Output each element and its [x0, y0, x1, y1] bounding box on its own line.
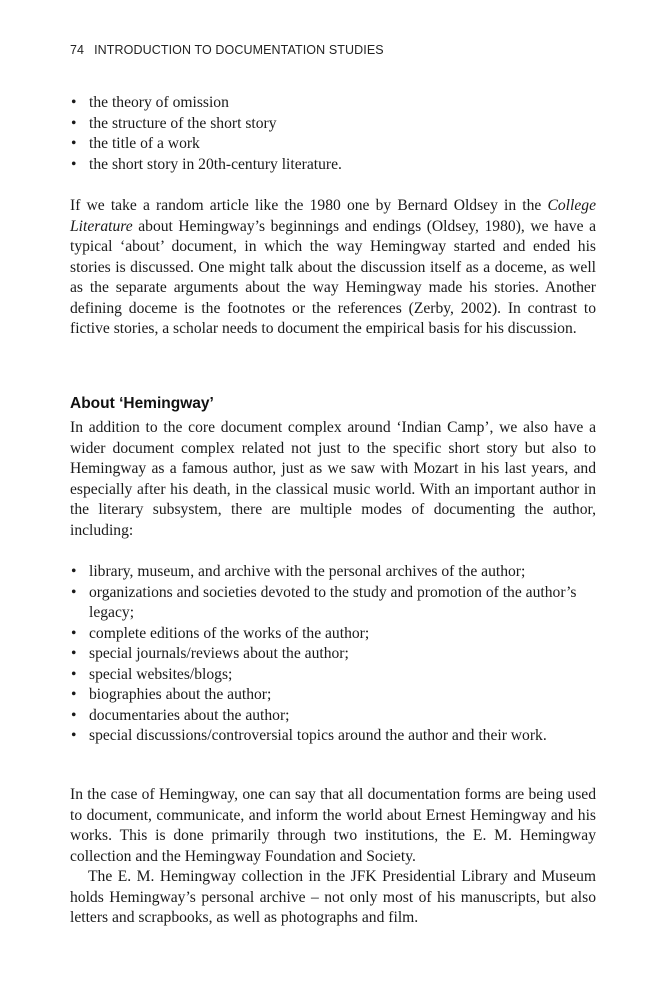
paragraph-text: The E. M. Hemingway collection in the JFK Presidential Library and Museum holds Hemingway’s personal archive – not only most of his manuscripts, but also letters and scrapbooks, as well as photographs and film. — [70, 868, 596, 926]
paragraph-text: about Hemingway’s beginnings and endings (Oldsey, 1980), we have a typical ‘about’ document, in which the way Hemingway started and ended his stories is discussed. One might talk about the discussion itself as a doceme, as well as the separate arguments about the way Hemingway made his stories. Another defining doceme is the footnotes or the references (Zerby, 2002). In contrast to fictive stories, a scholar needs to document the empirical basis for his discussion. — [70, 217, 596, 337]
list-item: • documentaries about the author; — [70, 706, 600, 727]
journal-title: College Literature — [70, 197, 596, 235]
list-item: • complete editions of the works of the author; — [70, 624, 600, 645]
list-item: • the structure of the short story — [70, 114, 600, 135]
list-item: • the short story in 20th-century literature. — [70, 155, 600, 176]
list-item: • biographies about the author; — [70, 685, 600, 706]
topic-list — [70, 93, 600, 175]
section-heading: About ‘Hemingway’ — [70, 395, 214, 412]
running-title: INTRODUCTION TO DOCUMENTATION STUDIES — [94, 43, 384, 57]
documentation-modes-list — [70, 562, 600, 747]
running-head — [70, 43, 384, 57]
list-item: • the theory of omission — [70, 93, 600, 114]
paragraph-hemingway-case: In the case of Hemingway, one can say that all documentation forms are being used to document, communicate, and inform the world about Ernest Hemingway and his works. This is done primarily through two institutions, the E. M. Hemingway collection and the Hemingway Foundation and Society. — [70, 786, 596, 865]
paragraph-jfk-collection — [70, 867, 596, 929]
paragraph-document-complex: In addition to the core document complex around ‘Indian Camp’, we also have a wider document complex related not just to the specific short story but also to Hemingway as a famous author, just as we saw with Mozart in his last years, and especially after his death, in the classical music world. With an important author in the literary subsystem, there are multiple modes of documenting the author, including: — [70, 419, 596, 539]
page-number: 74 — [70, 43, 85, 57]
list-item: • organizations and societies devoted to the study and promotion of the author’s legacy; — [70, 583, 600, 624]
list-item: • special websites/blogs; — [70, 665, 600, 686]
paragraph-oldsey — [70, 196, 596, 340]
paragraph-text: If we take a random article like the 1980 one by Bernard Oldsey in the — [70, 197, 548, 214]
list-item: • special discussions/controversial topics around the author and their work. — [70, 726, 600, 747]
list-item: • the title of a work — [70, 134, 600, 155]
list-item: • special journals/reviews about the author; — [70, 644, 600, 665]
list-item: • library, museum, and archive with the personal archives of the author; — [70, 562, 600, 583]
